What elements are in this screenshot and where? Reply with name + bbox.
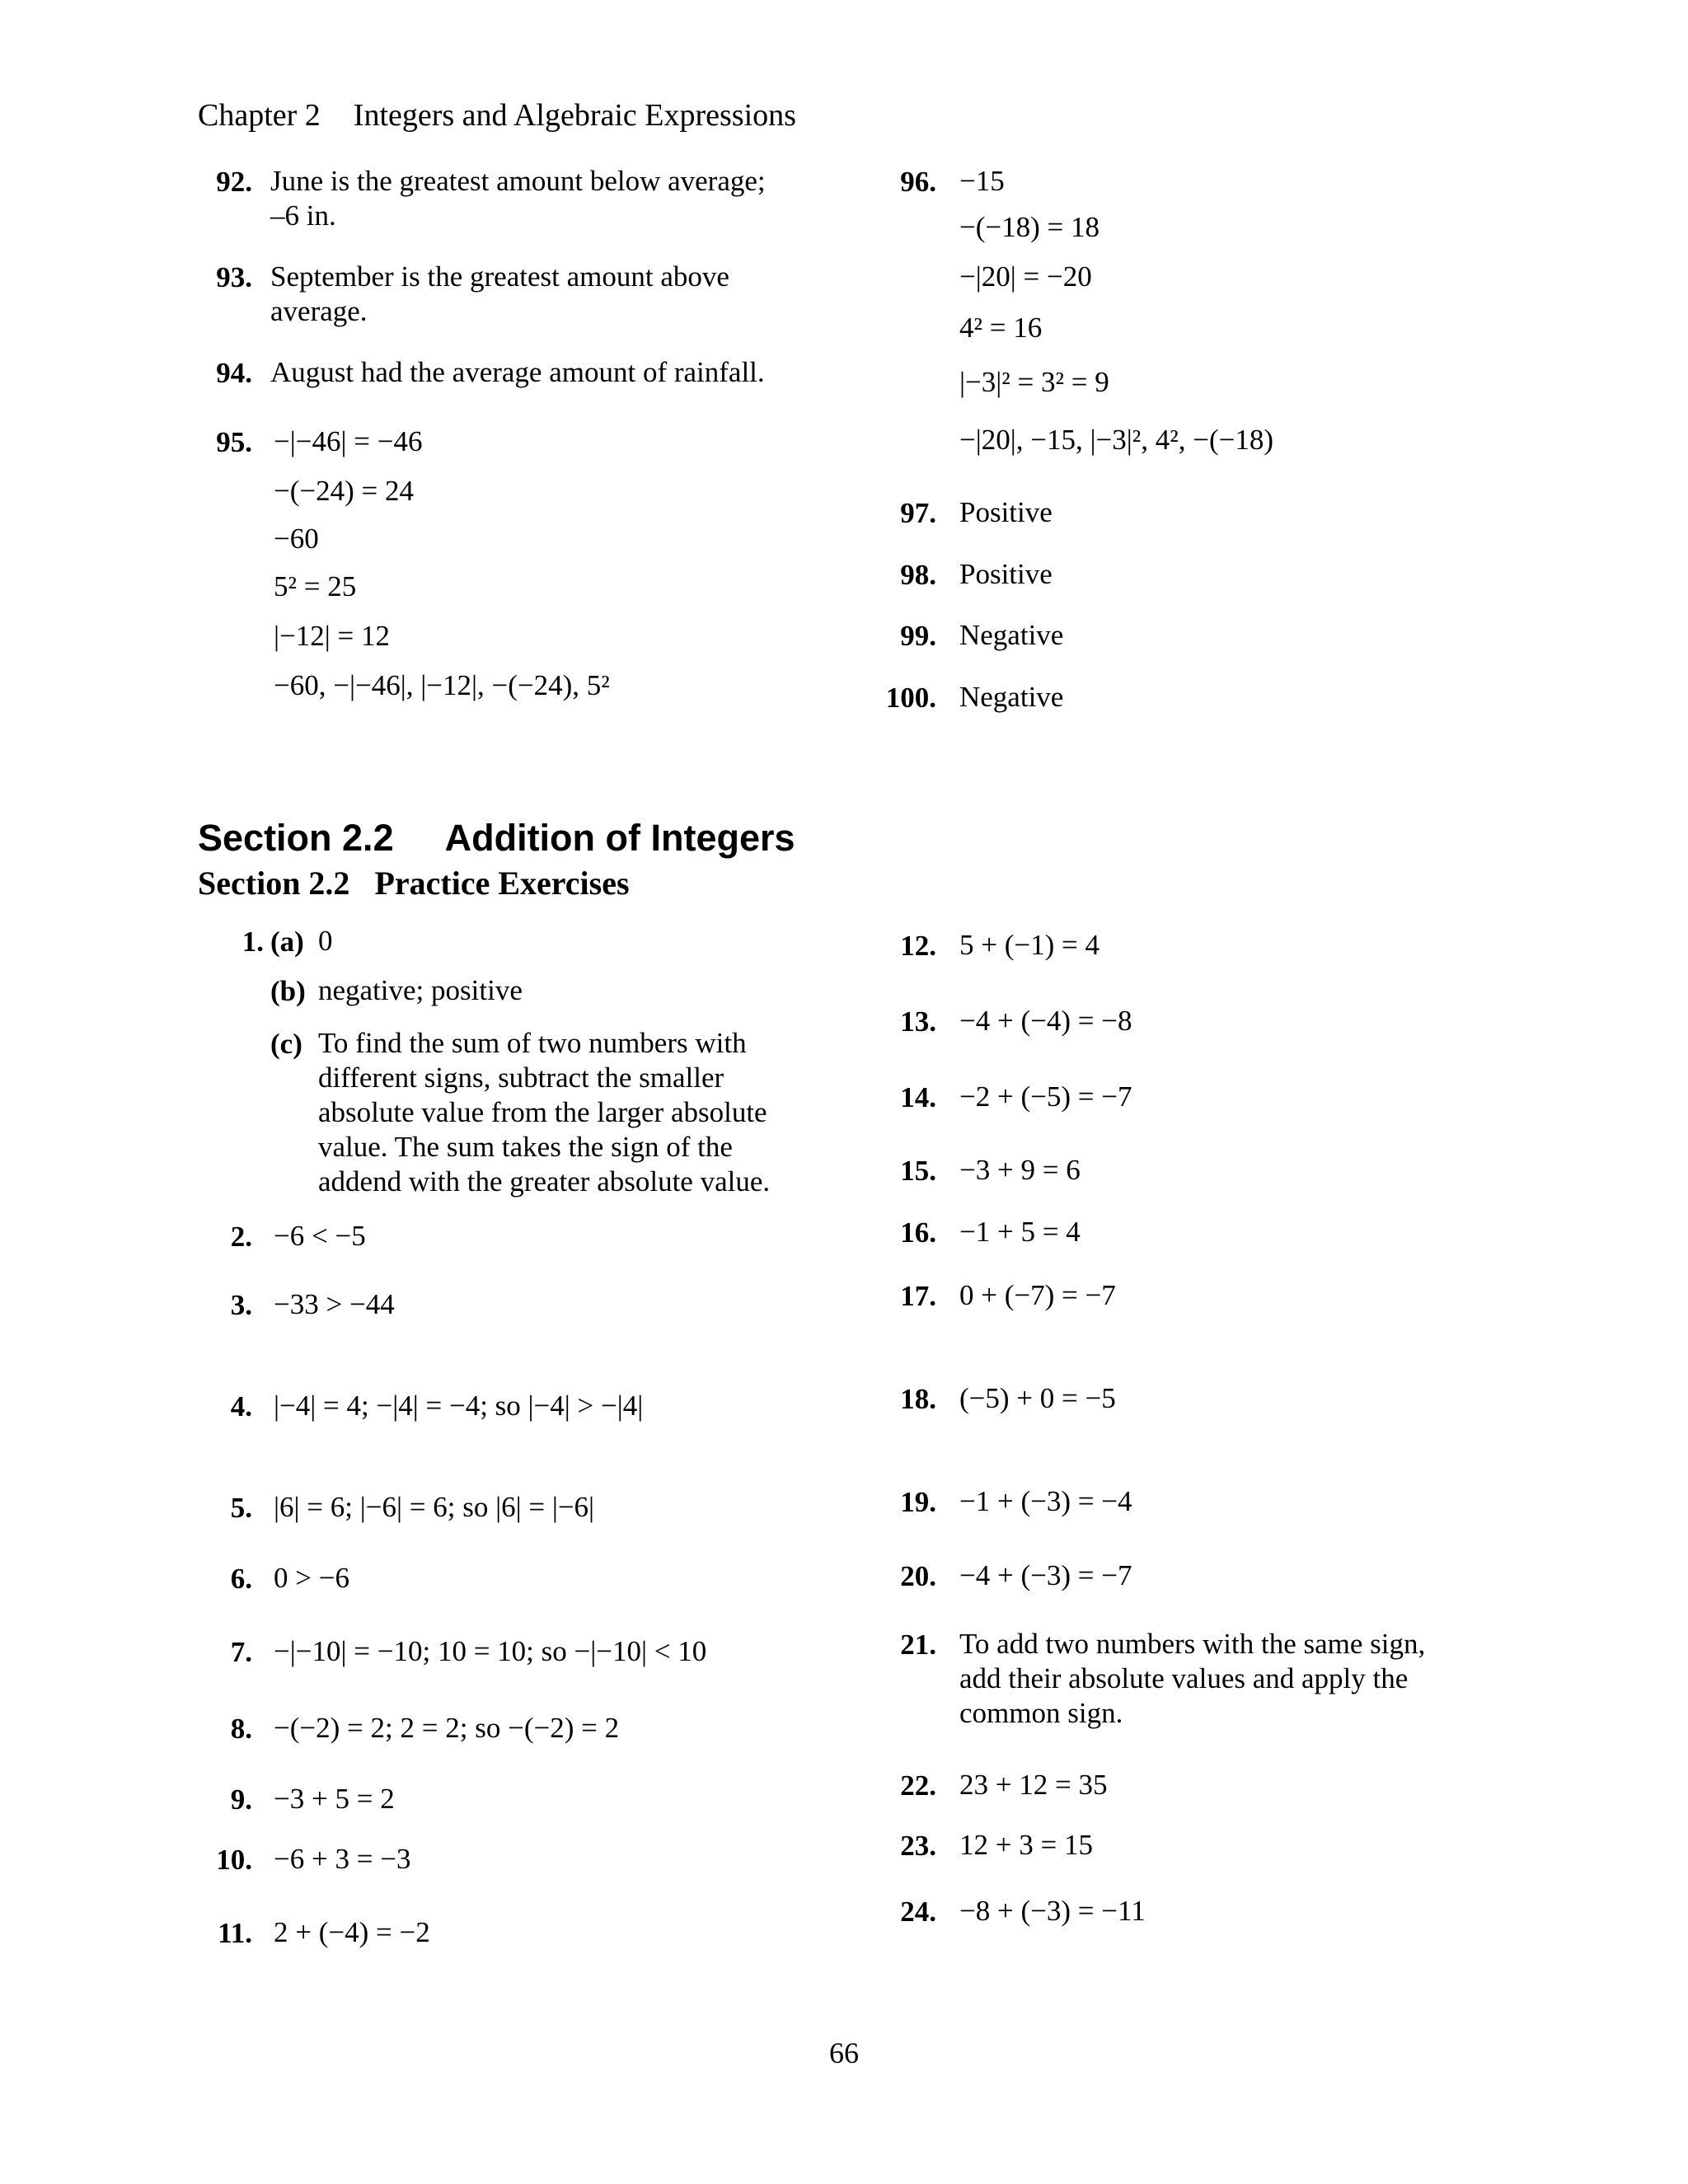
exercise-number: 13. <box>900 1005 936 1038</box>
answer-line: different signs, subtract the smaller <box>318 1062 724 1094</box>
answer-line: |−4| = 4; −|4| = −4; so |−4| > −|4| <box>274 1390 644 1422</box>
exercise-number: 8. <box>230 1713 252 1745</box>
exercise-number: 12. <box>900 930 936 962</box>
answer-line: (−5) + 0 = −5 <box>959 1382 1116 1414</box>
answer-line: −4 + (−4) = −8 <box>959 1005 1132 1037</box>
exercise-number: 1. <box>241 926 264 958</box>
answer-line: −33 > −44 <box>274 1288 395 1320</box>
exercise-number: 98. <box>900 559 936 591</box>
answer-line: –6 in. <box>270 199 336 232</box>
answer-line: 2 + (−4) = −2 <box>274 1916 430 1948</box>
exercise-number: 22. <box>900 1769 936 1802</box>
answer-line: average. <box>270 295 368 327</box>
exercise-number: 16. <box>900 1216 936 1249</box>
answer-line: |−3|² = 3² = 9 <box>959 366 1109 398</box>
exercise-number: 23. <box>900 1830 936 1862</box>
subsection-title: Practice Exercises <box>374 865 630 902</box>
exercise-number: 10. <box>216 1844 252 1876</box>
exercise-number: 6. <box>230 1563 252 1595</box>
answer-line: 0 > −6 <box>274 1562 349 1594</box>
answer-line: −15 <box>959 165 1005 197</box>
answer-line: −(−18) = 18 <box>959 211 1100 243</box>
chapter-number: Chapter 2 <box>198 98 321 133</box>
answer-line: 5 + (−1) = 4 <box>959 929 1100 961</box>
subsection-number: Section 2.2 <box>198 865 350 902</box>
exercise-number: 2. <box>230 1221 252 1253</box>
answer-line: Negative <box>959 681 1064 713</box>
page-number: 66 <box>829 2036 859 2069</box>
answer-line: negative; positive <box>318 974 523 1006</box>
answer-line: −1 + (−3) = −4 <box>959 1485 1132 1517</box>
answer-line: −3 + 5 = 2 <box>274 1783 395 1815</box>
exercise-number: 93. <box>216 261 252 293</box>
answer-line: Positive <box>959 558 1053 590</box>
exercise-number: 95. <box>216 426 252 458</box>
answer-line: 0 + (−7) = −7 <box>959 1279 1116 1311</box>
answer-line: add their absolute values and apply the <box>959 1662 1409 1694</box>
answer-line: Negative <box>959 619 1064 651</box>
exercise-number: 99. <box>900 620 936 652</box>
exercise-number: 94. <box>216 357 252 389</box>
chapter-title: Integers and Algebraic Expressions <box>353 98 796 133</box>
answer-line: −6 < −5 <box>274 1220 366 1252</box>
answer-line: −4 + (−3) = −7 <box>959 1559 1132 1591</box>
answer-line: 23 + 12 = 35 <box>959 1769 1108 1801</box>
answer-line: −60, −|−46|, |−12|, −(−24), 5² <box>274 669 610 701</box>
answer-line: −3 + 9 = 6 <box>959 1154 1081 1186</box>
answer-line: absolute value from the larger absolute <box>318 1096 767 1128</box>
answer-line: August had the average amount of rainfall. <box>270 356 765 388</box>
subsection-heading <box>198 864 630 903</box>
answer-line: −60 <box>274 523 319 555</box>
answer-line: Positive <box>959 496 1053 528</box>
answer-line: 5² = 25 <box>274 570 357 602</box>
answer-line: −2 + (−5) = −7 <box>959 1080 1132 1113</box>
exercise-number: 19. <box>900 1486 936 1518</box>
section-heading <box>198 816 795 860</box>
exercise-number: 92. <box>216 166 252 198</box>
answer-line: addend with the greater absolute value. <box>318 1165 771 1197</box>
answer-line: −(−2) = 2; 2 = 2; so −(−2) = 2 <box>274 1712 620 1744</box>
page-header <box>198 97 796 135</box>
exercise-number: 11. <box>218 1917 252 1949</box>
section-title: Addition of Integers <box>444 817 795 859</box>
exercise-number: 9. <box>230 1783 252 1816</box>
answer-line: −8 + (−3) = −11 <box>959 1895 1146 1927</box>
exercise-number: 97. <box>900 497 936 529</box>
answer-line: |6| = 6; |−6| = 6; so |6| = |−6| <box>274 1491 595 1523</box>
answer-line: −|20|, −15, |−3|², 4², −(−18) <box>959 424 1274 456</box>
answer-line: |−12| = 12 <box>274 620 390 652</box>
exercise-number: 18. <box>900 1383 936 1415</box>
answer-line: −1 + 5 = 4 <box>959 1216 1081 1248</box>
exercise-number: 100. <box>885 682 936 714</box>
exercise-number: 7. <box>230 1636 252 1668</box>
answer-line: September is the greatest amount above <box>270 260 729 293</box>
answer-line: June is the greatest amount below average; <box>270 165 766 197</box>
answer-line: common sign. <box>959 1697 1123 1729</box>
exercise-number: 4. <box>230 1390 252 1422</box>
exercise-number: 3. <box>230 1289 252 1321</box>
exercise-number: 5. <box>230 1492 252 1524</box>
answer-line: 12 + 3 = 15 <box>959 1829 1093 1861</box>
section-number: Section 2.2 <box>198 817 394 859</box>
answer-line: −|−46| = −46 <box>274 425 423 457</box>
exercise-number: 96. <box>900 166 936 198</box>
answer-line: To find the sum of two numbers with <box>318 1027 747 1059</box>
exercise-number: 15. <box>900 1155 936 1187</box>
answer-line: 0 <box>318 925 333 957</box>
exercise-number: 14. <box>900 1081 936 1113</box>
answer-line: −(−24) = 24 <box>274 475 415 507</box>
answer-line: −6 + 3 = −3 <box>274 1843 411 1875</box>
answer-line: To add two numbers with the same sign, <box>959 1628 1426 1660</box>
exercise-number: 24. <box>900 1896 936 1928</box>
answer-line: value. The sum takes the sign of the <box>318 1131 733 1163</box>
answer-line: 4² = 16 <box>959 312 1043 344</box>
exercise-number: 17. <box>900 1280 936 1312</box>
exercise-number: 20. <box>900 1560 936 1592</box>
answer-line: −|−10| = −10; 10 = 10; so −|−10| < 10 <box>274 1635 707 1667</box>
exercise-number: 21. <box>900 1629 936 1661</box>
answer-line: −|20| = −20 <box>959 260 1092 293</box>
